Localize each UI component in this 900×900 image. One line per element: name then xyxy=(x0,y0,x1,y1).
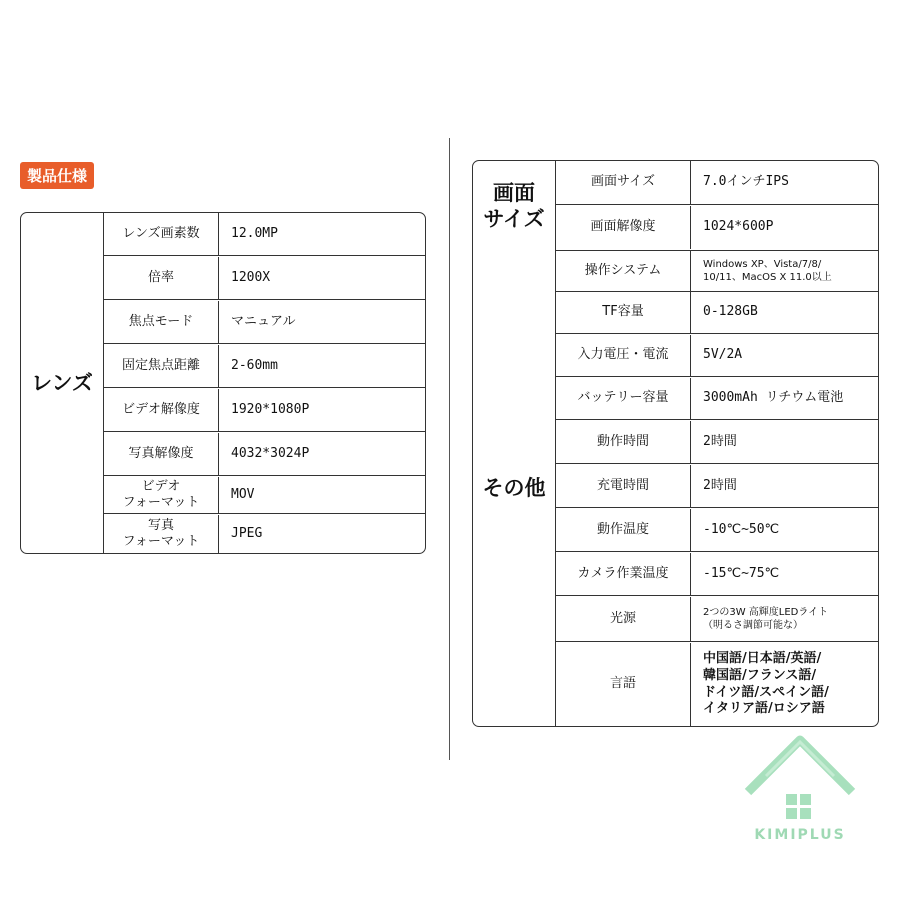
spec-value: 2つの3W 高輝度LEDライト （明るさ調節可能な） xyxy=(703,607,829,631)
spec-value: 0-128GB xyxy=(703,304,758,320)
spec-label: 倍率 xyxy=(104,257,219,299)
other-section-title: その他 xyxy=(473,250,556,726)
spec-label: レンズ画素数 xyxy=(104,213,219,255)
spec-label: 言語 xyxy=(556,643,691,726)
spec-value: 1024*600P xyxy=(703,219,774,235)
spec-value: 中国語/日本語/英語/ 韓国語/フランス語/ ドイツ語/スペイン語/ イタリア語/ロシア語 xyxy=(703,650,829,717)
spec-label: ビデオ解像度 xyxy=(104,389,219,431)
spec-value: マニュアル xyxy=(231,313,296,329)
spec-label: 画面サイズ xyxy=(556,161,691,204)
spec-label: 固定焦点距離 xyxy=(104,345,219,387)
other-spec-table xyxy=(472,250,879,727)
kimiplus-logo-text: KIMIPLUS xyxy=(754,827,846,843)
column-divider xyxy=(449,138,450,760)
spec-value: -10℃~50℃ xyxy=(703,521,780,537)
spec-value: 2-60mm xyxy=(231,357,278,373)
spec-value: 2時間 xyxy=(703,433,737,449)
spec-value: 2時間 xyxy=(703,477,737,493)
screen-spec-table xyxy=(472,160,879,252)
spec-row-photo-format xyxy=(104,515,425,553)
lens-spec-table xyxy=(20,212,426,554)
spec-row-lens-pixels xyxy=(104,213,425,256)
spec-row-focal-distance xyxy=(104,345,425,388)
spec-label: 充電時間 xyxy=(556,465,691,507)
spec-label: カメラ作業温度 xyxy=(556,553,691,595)
screen-section-title: 画面 サイズ xyxy=(473,161,556,251)
spec-row-battery xyxy=(556,378,878,420)
spec-value: 7.0インチIPS xyxy=(703,174,789,190)
spec-row-operating-temperature xyxy=(556,509,878,552)
spec-value: 4032*3024P xyxy=(231,445,310,461)
spec-label: 焦点モード xyxy=(104,301,219,343)
spec-label: 画面解像度 xyxy=(556,206,691,249)
spec-row-charging-time xyxy=(556,465,878,508)
lens-section-title: レンズ xyxy=(21,213,104,553)
spec-value: 12.0MP xyxy=(231,225,278,241)
spec-row-operating-time xyxy=(556,421,878,464)
spec-label: TF容量 xyxy=(556,292,691,333)
spec-value: 1200X xyxy=(231,269,271,285)
spec-label: 動作時間 xyxy=(556,421,691,463)
spec-row-input-voltage xyxy=(556,335,878,377)
spec-label: 光源 xyxy=(556,597,691,641)
spec-value: Windows XP、Vista/7/8/ 10/11、MacOS X 11.0以上 xyxy=(703,259,832,283)
spec-row-focus-mode xyxy=(104,301,425,344)
spec-row-screen-size xyxy=(556,161,878,205)
spec-row-camera-temperature xyxy=(556,553,878,596)
spec-label: 入力電圧・電流 xyxy=(556,335,691,376)
spec-value: 1920*1080P xyxy=(231,401,310,417)
spec-row-light-source xyxy=(556,597,878,642)
spec-row-tf-capacity xyxy=(556,292,878,334)
spec-label: バッテリー容量 xyxy=(556,378,691,419)
spec-row-video-resolution xyxy=(104,389,425,432)
spec-row-screen-resolution xyxy=(556,206,878,249)
spec-row-photo-resolution xyxy=(104,433,425,476)
spec-badge: 製品仕様 xyxy=(20,162,94,189)
spec-value: 3000mAh リチウム電池 xyxy=(703,390,844,406)
spec-value: MOV xyxy=(231,486,255,502)
spec-value: -15℃~75℃ xyxy=(703,565,780,581)
spec-row-video-format xyxy=(104,477,425,514)
spec-row-os xyxy=(556,250,878,292)
spec-label: 操作システム xyxy=(556,251,691,291)
spec-row-language xyxy=(556,643,878,726)
spec-value: 5V/2A xyxy=(703,347,743,363)
spec-label: 写真解像度 xyxy=(104,433,219,475)
spec-value: JPEG xyxy=(231,525,263,541)
spec-label: 写真 フォーマット xyxy=(104,515,219,553)
spec-label: ビデオ フォーマット xyxy=(104,477,219,513)
spec-label: 動作温度 xyxy=(556,509,691,551)
spec-row-magnification xyxy=(104,257,425,300)
